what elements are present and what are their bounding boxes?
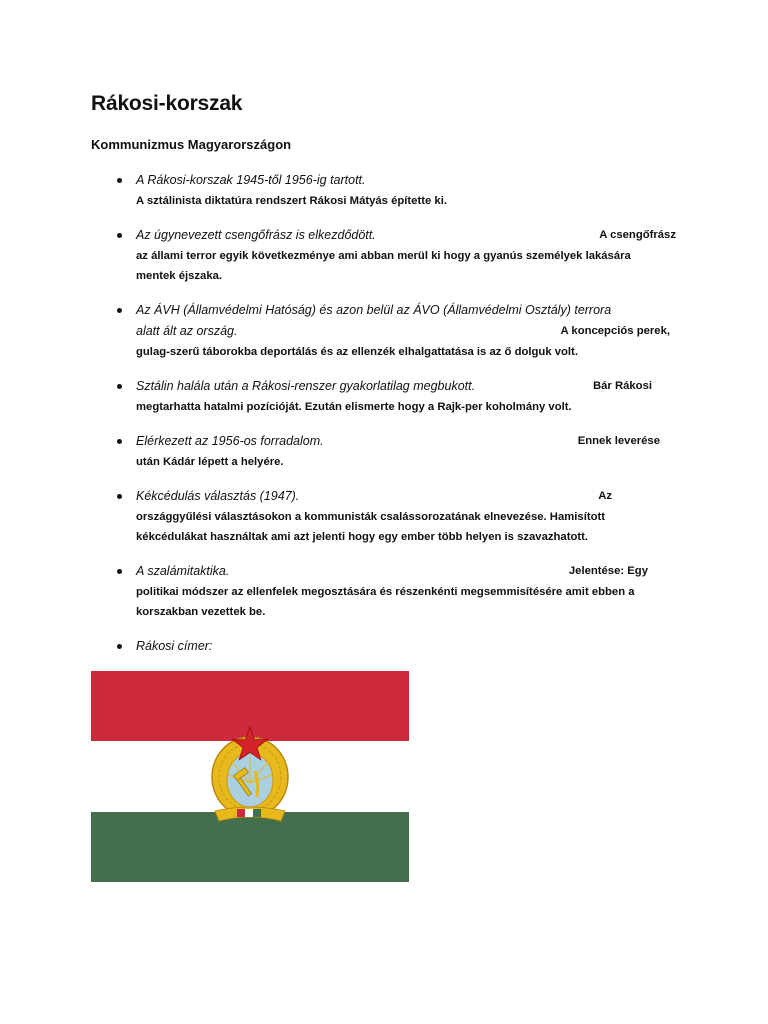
bullet-icon [117, 644, 122, 649]
bullet-icon [117, 308, 122, 313]
bullet-tail: Jelentése: Egy [568, 565, 648, 577]
bullet-tail: A koncepciós perek, [560, 325, 670, 337]
bullet-icon [117, 494, 122, 499]
document-title: Rákosi-korszak [91, 92, 243, 115]
bullet-tail: A csengőfrász [599, 229, 676, 241]
bullet-continuation: politikai módszer az ellenfelek megosztására és részenkénti megsemmisítésére amit ebben a [136, 585, 635, 598]
bullet-lead: A Rákosi-korszak 1945-től 1956-ig tartott. [136, 173, 366, 187]
rakosi-flag-image [91, 671, 409, 882]
bullet-continuation: gulag-szerű táborokba deportálás és az ellenzék elhalgattatása is az ő dolguk volt. [136, 346, 578, 358]
bullet-icon [117, 178, 122, 183]
bullet-continuation: megtarhatta hatalmi pozícióját. Ezután elismerte hogy a Rajk-per koholmány volt. [136, 400, 572, 413]
bullet-continuation: mentek éjszaka. [136, 270, 223, 282]
bullet-icon [117, 569, 122, 574]
bullet-lead: Az ÁVH (Államvédelmi Hatóság) és azon belül az ÁVO (Államvédelmi Osztály) terrora [136, 303, 612, 317]
bullet-lead: A szalámitaktika. [136, 564, 230, 578]
bullet-icon [117, 384, 122, 389]
bullet-tail: Bár Rákosi [592, 380, 652, 392]
bullet-tail: Az [598, 490, 612, 502]
rakosi-coat-of-arms-icon [205, 725, 295, 830]
bullet-icon [117, 233, 122, 238]
bullet-icon [117, 439, 122, 444]
bullet-continuation: A sztálinista diktatúra rendszert Rákosi Mátyás építette ki. [136, 194, 447, 207]
bullet-lead: Elérkezett az 1956-os forradalom. [136, 434, 324, 448]
bullet-lead: Kékcédulás választás (1947). [136, 489, 300, 503]
bullet-continuation: országgyűlési választásokon a kommunisták csalássorozatának elnevezése. Hamisított [136, 510, 606, 523]
bullet-continuation: korszakban vezettek be. [136, 606, 266, 618]
bullet-continuation: után Kádár lépett a helyére. [136, 455, 284, 468]
bullet-lead: Rákosi címer: [136, 639, 213, 653]
bullet-lead: Az úgynevezett csengőfrász is elkezdődött. [136, 228, 376, 242]
bullet-tail: Ennek leverése [577, 435, 660, 447]
bullet-continuation: kékcédulákat használtak ami azt jelenti hogy egy ember több helyen is szavazhatott. [136, 531, 589, 543]
bullet-lead-line2: alatt ált az ország. [136, 324, 238, 338]
document-subtitle: Kommunizmus Magyarországon [91, 137, 292, 152]
bullet-lead: Sztálin halála után a Rákosi-renszer gyakorlatilag megbukott. [136, 379, 476, 393]
bullet-continuation: az állami terror egyik következménye ami abban merül ki hogy a gyanús személyek lakására [136, 249, 631, 262]
